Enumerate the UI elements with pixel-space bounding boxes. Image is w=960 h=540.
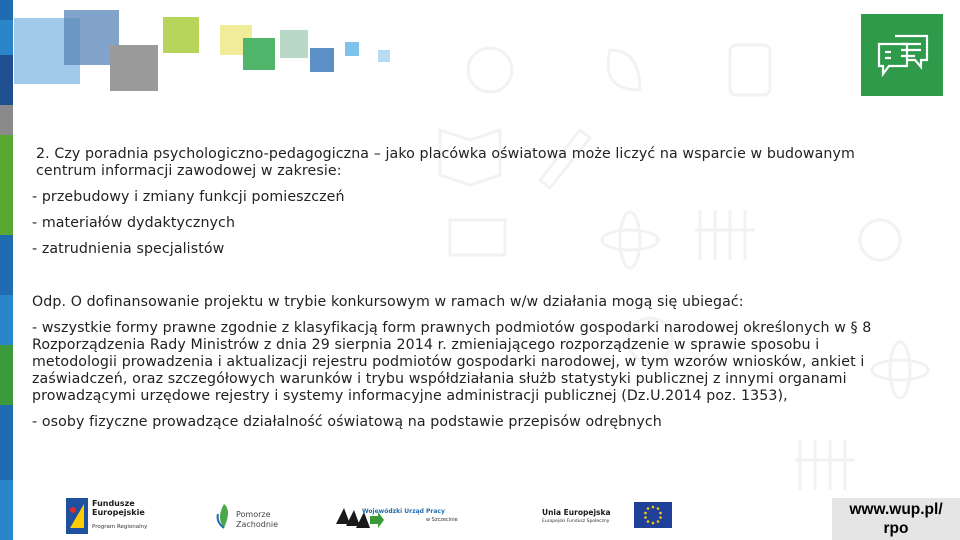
chat-bubbles-icon [861, 14, 943, 96]
question-item: - materiałów dydaktycznych [32, 215, 236, 231]
main-content [32, 146, 902, 431]
recycle-icon [468, 48, 512, 92]
answer-item: - osoby fizyczne prowadzące działalność oświatową na podstawie przepisów odrębnych [32, 414, 662, 430]
website-link[interactable] [832, 498, 960, 540]
chat-icon-box [861, 14, 943, 96]
left-color-strip [0, 0, 13, 540]
unia-europejska-logo: Unia Europejska Europejski Fundusz Społeczny [540, 500, 680, 536]
wup-szczecin-logo: Wojewódzki Urząd Pracy w Szczecinie [336, 500, 486, 536]
question-item: - przebudowy i zmiany funkcji pomieszczeń [32, 189, 345, 205]
question-text: 2. Czy poradnia psychologiczno-pedagogiczna – jako placówka oświatowa może liczyć na wsparcie w budowanym centrum informacji zawodowej w zakresie: [36, 146, 855, 179]
question-item: - zatrudnienia specjalistów [32, 241, 225, 257]
leaf-icon [608, 50, 640, 90]
answer-intro: Odp. O dofinansowanie projektu w trybie konkursowym w ramach w/w działania mogą się ubiegać: [32, 294, 744, 310]
fundusze-europejskie-logo: Fundusze Europejskie Program Regionalny [66, 496, 176, 536]
fence-icon-2 [795, 440, 855, 490]
url-line1: www.wup.pl/ [849, 501, 943, 518]
eu-flag-icon [634, 502, 672, 528]
answer-item: - wszystkie formy prawne zgodnie z klasyfikacją form prawnych podmiotów gospodarki narodowej określonych w § 8 Rozporządzenia Rady Ministrów z dnia 29 sierpnia 2014 r. zmieniającego rozporządzenie w sprawie sposobu i metodologii prowadzenia i aktualizacji rejestru podmiotów gospodarki narodowej, w tym wzorów wniosków, ankiet i zaświadczeń, oraz szczegółowych warunków i trybu współdziałania służb statystyki publicznej z innymi organami prowadzącymi urzędowe rejestry i systemy informacyjne administracji publicznej (Dz.U.2014 poz. 1353), [32, 320, 872, 404]
pomorze-zachodnie-logo: Pomorze Zachodnie [214, 500, 284, 536]
tram-icon [730, 45, 770, 95]
url-line2: rpo [883, 520, 909, 537]
footer-logos [0, 490, 960, 540]
